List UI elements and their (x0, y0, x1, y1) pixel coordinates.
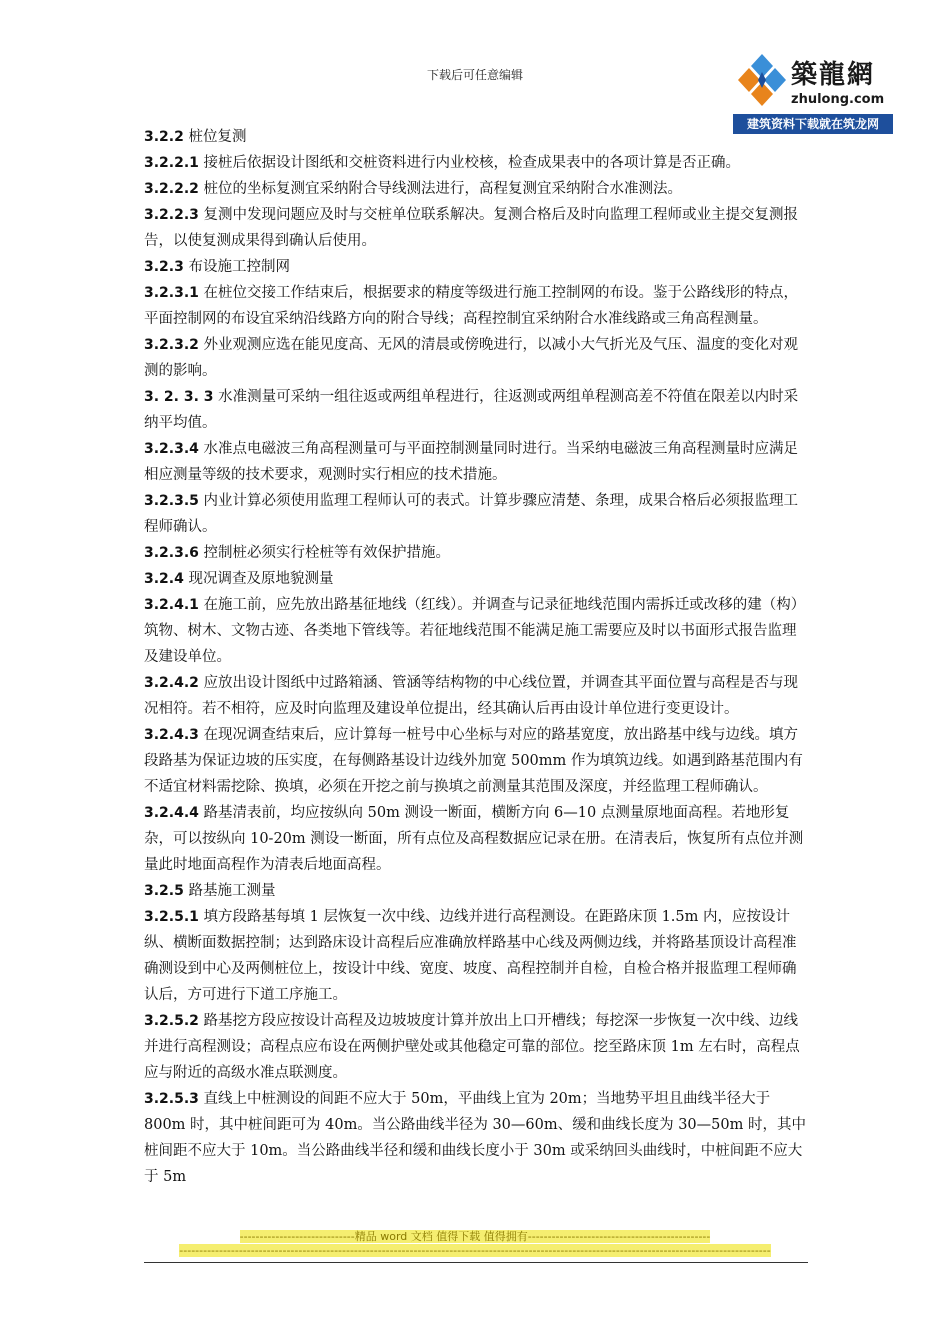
section-number: 3.2.3.4 (144, 441, 199, 457)
section-text: 路基施工测量 (183, 883, 276, 899)
section-text: 直线上中桩测设的间距不应大于 50m，平曲线上宜为 20m；当地势平坦且曲线半径大于 800m 时，其中桩间距可为 40m。当公路曲线半径为 30—60m、缓和曲线长度为 30—50m 时，其中桩间距不应大于 10m。当公路曲线半径和缓和曲线长度小于 30m 或采纳回头曲线时，中桩间距不应大于 5m (144, 1091, 806, 1185)
section-text: 控制桩必须实行栓桩等有效保护措施。 (198, 545, 451, 561)
section-text: 布设施工控制网 (183, 259, 290, 275)
footer-text-1: -----------------------------精品 word 文档 值得下载 值得拥有---------------------------------------------- (239, 1230, 711, 1243)
paragraph (144, 436, 808, 488)
paragraph (144, 1008, 808, 1086)
section-text: 填方段路基每填 1 层恢复一次中线、边线并进行高程测设。在距路床顶 1.5m 内，应按设计纵、横断面数据控制；达到路床设计高程后应准确放样路基中心线及两侧边线，并将路基顶设计高程准确测设到中心及两侧桩位上，按设计中线、宽度、坡度、高程控制并自检，自检合格并报监理工程师确认后，方可进行下道工序施工。 (144, 909, 797, 1003)
zhulong-logo[interactable] (733, 48, 893, 134)
diamond-logo-icon (735, 52, 789, 112)
section-text: 接桩后依据设计图纸和交桩资料进行内业校核，检查成果表中的各项计算是否正确。 (198, 155, 741, 171)
section-number: 3.2.4 (144, 571, 184, 587)
paragraph (144, 904, 808, 1008)
section-number: 3.2.4.4 (144, 805, 199, 821)
paragraph (144, 540, 808, 566)
paragraph (144, 592, 808, 670)
section-text: 路基挖方段应按设计高程及边坡坡度计算并放出上口开槽线；每挖深一步恢复一次中线、边线并进行高程测设；高程点应布设在两侧护壁处或其他稳定可靠的部位。挖至路床顶 1m 左右时，高程点应与附近的高级水准点联测度。 (144, 1013, 800, 1081)
footer-divider (144, 1262, 808, 1263)
paragraph (144, 670, 808, 722)
section-text: 内业计算必须使用监理工程师认可的表式。计算步骤应清楚、条理，成果合格后必须报监理工程师确认。 (144, 493, 799, 535)
section-text: 桩位的坐标复测宜采纳附合导线测法进行，高程复测宜采纳附合水准测法。 (198, 181, 683, 197)
footer-text-2: ----------------------------------------------------------------------------------------------------------------------------------------------------- (179, 1244, 771, 1257)
section-text: 路基清表前，均应按纵向 50m 测设一断面，横断方向 6—10 点测量原地面高程。若地形复杂，可以按纵向 10-20m 测设一断面，所有点位及高程数据应记录在册。在清表后，恢复所有点位并测量此时地面高程作为清表后地面高程。 (144, 805, 804, 873)
section-number: 3.2.2.1 (144, 155, 199, 171)
paragraph (144, 124, 808, 150)
paragraph (144, 1086, 808, 1190)
section-text: 现况调查及原地貌测量 (183, 571, 334, 587)
document-body (144, 124, 808, 1190)
section-text: 在施工前，应先放出路基征地线（红线）。并调查与记录征地线范围内需拆迁或改移的建（构）筑物、树木、文物古迹、各类地下管线等。若征地线范围不能满足施工需要应及时以书面形式报告监理及建设单位。 (144, 597, 806, 665)
paragraph (144, 488, 808, 540)
section-number: 3.2.5 (144, 883, 184, 899)
paragraph (144, 176, 808, 202)
section-text: 复测中发现问题应及时与交桩单位联系解决。复测合格后及时向监理工程师或业主提交复测报告，以使复测成果得到确认后使用。 (144, 207, 799, 249)
logo-brand: 築龍網 (791, 60, 876, 90)
paragraph (144, 254, 808, 280)
section-number: 3.2.3.5 (144, 493, 199, 509)
section-text: 桩位复测 (183, 129, 247, 145)
paragraph (144, 202, 808, 254)
paragraph (144, 800, 808, 878)
section-number: 3.2.4.1 (144, 597, 199, 613)
section-text: 水准测量可采纳一组往返或两组单程进行，往返测或两组单程测高差不符值在限差以内时采纳平均值。 (144, 389, 799, 431)
section-text: 水准点电磁波三角高程测量可与平面控制测量同时进行。当采纳电磁波三角高程测量时应满足相应测量等级的技术要求，观测时实行相应的技术措施。 (144, 441, 799, 483)
section-number: 3.2.5.2 (144, 1013, 199, 1029)
section-number: 3.2.4.3 (144, 727, 199, 743)
section-number: 3.2.4.2 (144, 675, 199, 691)
section-number: 3.2.2.2 (144, 181, 199, 197)
section-number: 3.2.2 (144, 129, 184, 145)
footer-banner-line-1 (0, 1228, 950, 1244)
footer-banner-line-2 (0, 1244, 950, 1257)
paragraph (144, 384, 808, 436)
logo-domain: zhulong.com (791, 92, 885, 107)
section-number: 3.2.3 (144, 259, 184, 275)
section-number: 3.2.3.2 (144, 337, 199, 353)
section-number: 3.2.5.1 (144, 909, 199, 925)
logo-slogan: 建筑资料下载就在筑龙网 (733, 114, 893, 134)
paragraph (144, 150, 808, 176)
paragraph (144, 332, 808, 384)
section-text: 在现况调查结束后，应计算每一桩号中心坐标与对应的路基宽度，放出路基中线与边线。填方段路基为保证边坡的压实度，在每侧路基设计边线外加宽 500mm 作为填筑边线。如遇到路基范围内有不适宜材料需挖除、换填，必须在开挖之前与换填之前测量其范围及深度，并经监理工程师确认。 (144, 727, 803, 795)
section-number: 3.2.5.3 (144, 1091, 199, 1107)
section-number: 3. 2. 3. 3 (144, 389, 214, 405)
section-text: 在桩位交接工作结束后，根据要求的精度等级进行施工控制网的布设。鉴于公路线形的特点，平面控制网的布设宜采纳沿线路方向的附合导线；高程控制宜采纳附合水准线路或三角高程测量。 (144, 285, 799, 327)
paragraph (144, 280, 808, 332)
section-text: 外业观测应选在能见度高、无风的清晨或傍晚进行，以减小大气折光及气压、温度的变化对观测的影响。 (144, 337, 799, 379)
section-number: 3.2.3.6 (144, 545, 199, 561)
paragraph (144, 722, 808, 800)
section-number: 3.2.3.1 (144, 285, 199, 301)
section-text: 应放出设计图纸中过路箱涵、管涵等结构物的中心线位置，并调查其平面位置与高程是否与现况相符。若不相符，应及时向监理及建设单位提出，经其确认后再由设计单位进行变更设计。 (144, 675, 799, 717)
paragraph (144, 878, 808, 904)
paragraph (144, 566, 808, 592)
header-note: 下载后可任意编辑 (426, 68, 523, 82)
section-number: 3.2.2.3 (144, 207, 199, 223)
